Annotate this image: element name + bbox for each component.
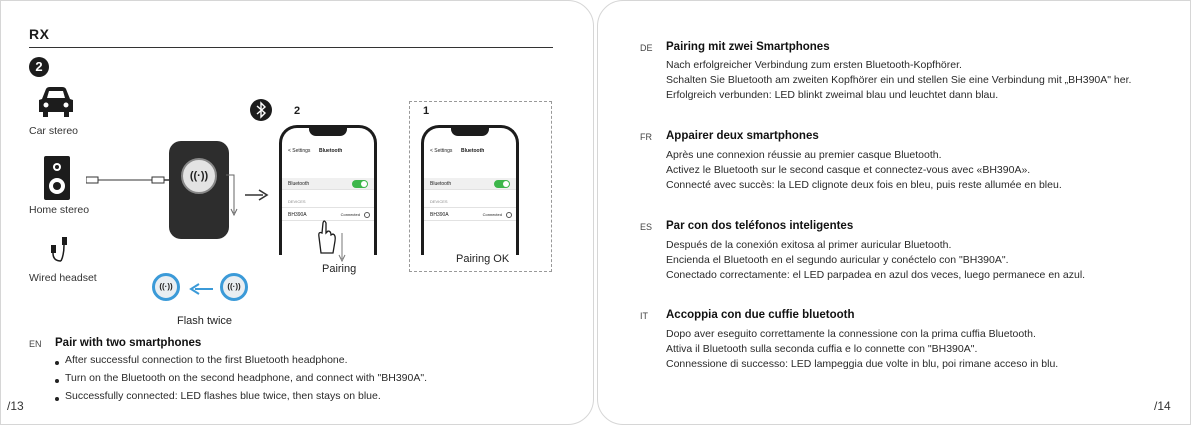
caption-pairing-ok: Pairing OK	[456, 253, 510, 265]
lang-code-it: IT	[640, 311, 648, 321]
manual-page-left	[0, 0, 594, 425]
en-line: Successfully connected: LED flashes blue twice, then stays on blue.	[65, 390, 381, 402]
bluetooth-receiver	[169, 141, 229, 239]
multifunction-button: ((·))	[181, 158, 217, 194]
car-icon	[36, 85, 76, 126]
en-line: Turn on the Bluetooth on the second headphone, and connect with "BH390A".	[65, 372, 427, 384]
speaker-icon	[43, 155, 71, 206]
car-stereo-label: Car stereo	[29, 125, 79, 137]
es-line: Encienda el Bluetooth en el segundo auricular y conéctelo con "BH390A".	[666, 254, 1009, 266]
connector-line	[226, 173, 244, 238]
page-number-right: /14	[1154, 399, 1171, 413]
page-number-left: /13	[7, 399, 24, 413]
es-line: Conectado correctamente: el LED parpadea en azul dos veces, luego permanece en azul.	[666, 269, 1086, 281]
phone-step-2: 2	[294, 105, 301, 117]
bluetooth-toggle	[352, 180, 368, 188]
home-stereo-label: Home stereo	[29, 204, 90, 216]
phone-step-1: 1	[423, 105, 430, 117]
phone-pairing: < Settings Bluetooth Bluetooth DEVICES BH390A Connected	[279, 125, 377, 255]
wired-headset-label: Wired headset	[29, 272, 97, 284]
aux-cable-icon	[86, 173, 171, 192]
arrow-right-icon	[245, 188, 269, 206]
led-button-flash-2: ((·))	[220, 273, 248, 301]
it-line: Attiva il Bluetooth sulla seconda cuffia e lo connette con "BH390A".	[666, 343, 978, 355]
caption-pairing: Pairing	[322, 263, 357, 275]
de-line: Schalten Sie Bluetooth am zweiten Kopfhörer ein und stellen Sie eine Verbindung mit „BH390A" her.	[666, 74, 1132, 86]
bluetooth-icon	[249, 98, 273, 127]
lang-code-fr: FR	[640, 132, 652, 142]
fr-line: Connecté avec succès: la LED clignote deux fois en bleu, puis reste allumée en bleu.	[666, 179, 1062, 191]
manual-page-right	[597, 0, 1191, 425]
led-button-flash: ((·))	[152, 273, 180, 301]
it-line: Dopo aver eseguito correttamente la connessione con la prima cuffia Bluetooth.	[666, 328, 1036, 340]
lang-code-es: ES	[640, 222, 653, 232]
es-line: Después de la conexión exitosa al primer auricular Bluetooth.	[666, 239, 952, 251]
de-title: Pairing mit zwei Smartphones	[666, 41, 830, 53]
wired-headset-icon	[47, 233, 73, 268]
phone-paired: < Settings Bluetooth Bluetooth DEVICES BH390A Connected	[421, 125, 519, 255]
tap-hand-icon	[313, 215, 339, 260]
fr-line: Activez le Bluetooth sur le second casque et connectez-vous avec «BH390A».	[666, 164, 1031, 176]
it-title: Accoppia con due cuffie bluetooth	[666, 309, 855, 321]
it-line: Connessione di successo: LED lampeggia due volte in blu, poi rimane acceso in blu.	[666, 358, 1059, 370]
arrow-left-icon	[189, 282, 213, 300]
en-title: Pair with two smartphones	[55, 337, 202, 349]
de-line: Nach erfolgreicher Verbindung zum ersten Bluetooth-Kopfhörer.	[666, 59, 962, 71]
lang-code-en: EN	[29, 339, 42, 349]
es-title: Par con dos teléfonos inteligentes	[666, 220, 854, 232]
section-rule	[29, 47, 553, 48]
caption-flash-twice: Flash twice	[177, 315, 233, 327]
de-line: Erfolgreich verbunden: LED blinkt zweimal blau und leuchtet dann blau.	[666, 89, 999, 101]
section-code: RX	[29, 26, 50, 42]
fr-title: Appairer deux smartphones	[666, 130, 819, 142]
lang-code-de: DE	[640, 43, 653, 53]
fr-line: Après une connexion réussie au premier casque Bluetooth.	[666, 149, 942, 161]
step-badge: 2	[29, 57, 49, 77]
en-line: After successful connection to the first Bluetooth headphone.	[65, 354, 348, 366]
